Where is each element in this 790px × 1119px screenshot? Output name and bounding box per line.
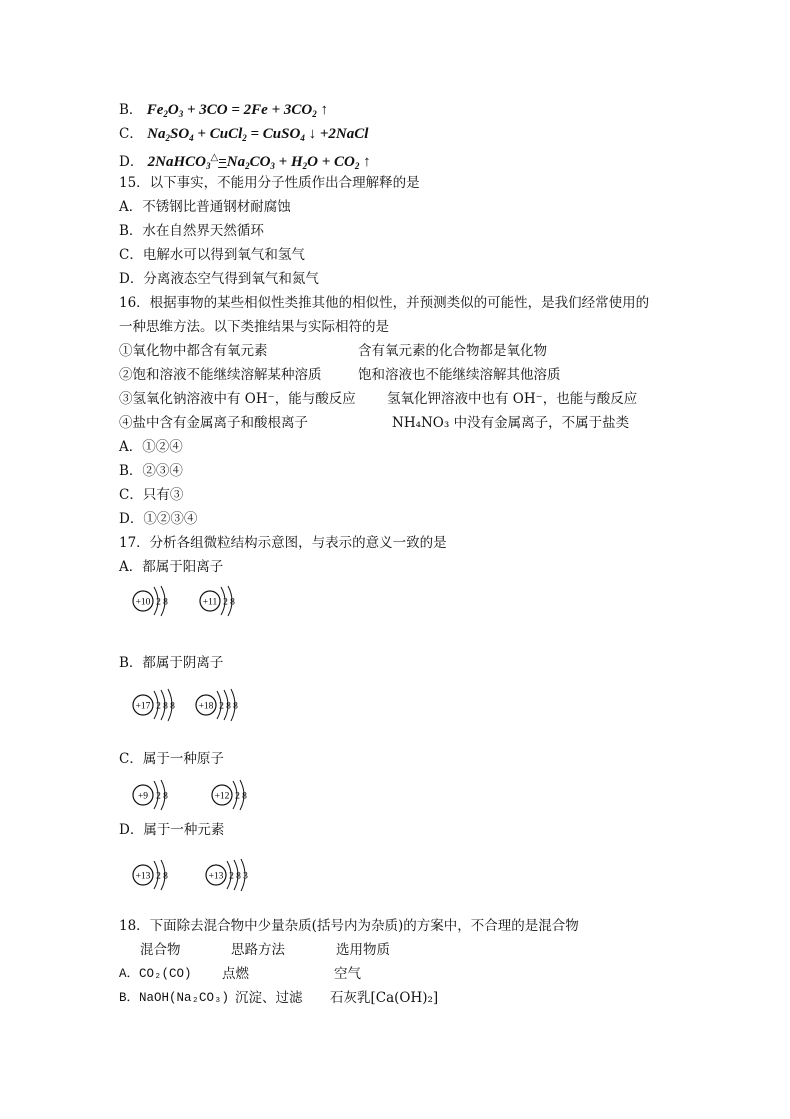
q16-item-4-right: NH₄NO₃ 中没有金属离子，不属于盐类 [392,415,630,431]
atom-diagram [212,780,247,810]
q16-option-c: C．只有③ [119,487,184,503]
electron-count: 2 [156,871,161,882]
q18-row-a-substance: 空气 [334,966,361,982]
q14-option-d [119,148,371,171]
q16-item-2-right: 饱和溶液也不能继续溶解其他溶质 [358,367,561,383]
q17-option-a-label: A．都属于阳离子 [119,559,224,575]
nucleus-charge: +17 [135,701,151,712]
q15-option-c: C．电解水可以得到氧气和氢气 [119,247,305,263]
q14-option-c [119,124,368,144]
q16-stem-line1: 16．根据事物的某些相似性类推其他的相似性，并预测类似的可能性，是我们经常使用的 [119,295,650,311]
nucleus-charge: +10 [135,597,151,608]
electron-count: 8 [163,791,168,802]
atom-structure-diagram [119,686,279,724]
electron-count: 2 [223,597,228,608]
q18-row-b-method: 沉淀、过滤 [235,990,303,1006]
electron-count: 8 [233,701,238,712]
q18-stem: 18．下面除去混合物中少量杂质(括号内为杂质)的方案中，不合理的是混合物 [119,918,579,934]
q16-item-1-right: 含有氧元素的化合物都是氧化物 [358,343,547,359]
option-label: B． [119,102,143,118]
electron-count: 2 [219,701,224,712]
item-left: ②饱和溶液不能继续溶解某种溶质 [119,367,322,383]
q16-stem-line2: 一种思维方法。以下类推结果与实际相符的是 [119,319,389,335]
q17-option-a-diagram [119,583,279,623]
q16-item-4 [119,413,308,433]
atom-structure-diagram [119,776,279,814]
q17-option-b-diagram [119,686,279,728]
q18-row-a-mixture: A．CO₂(CO) [119,967,192,981]
q18-header-method: 思路方法 [231,942,285,958]
electron-count: 2 [156,791,161,802]
electron-count: 2 [235,791,240,802]
electron-count: 2 [156,597,161,608]
option-label: C． [119,126,143,142]
q14-option-b [119,100,328,120]
atom-diagram [133,860,168,890]
q17-option-c-diagram [119,776,279,818]
q15-option-a: A．不锈钢比普通钢材耐腐蚀 [119,199,291,215]
electron-count: 2 [156,701,161,712]
q16-item-1 [119,341,268,361]
electron-count: 8 [163,871,168,882]
q16-option-d: D．①②③④ [119,511,198,527]
item-left: ③氢氧化钠溶液中有 OH⁻，能与酸反应 [119,391,356,407]
q15-option-b: B．水在自然界天然循环 [119,223,264,239]
q18-header-mixture: 混合物 [140,942,181,958]
option-label: D． [119,154,144,170]
q16-item-3-right: 氢氧化钾溶液中也有 OH⁻，也能与酸反应 [387,391,638,407]
q15-stem: 15．以下事实，不能用分子性质作出合理解释的是 [119,175,420,191]
equation-b: $Fe_2O_3 + 3CO = 2Fe + 3CO_2$ ↑ [146,102,328,119]
nucleus-charge: +12 [214,791,230,802]
electron-count: 8 [163,597,168,608]
atom-diagram [133,780,168,810]
nucleus-charge: +9 [137,791,149,802]
q15-option-d: D．分离液态空气得到氧气和氮气 [119,271,319,287]
q16-item-2 [119,365,322,385]
q17-option-d-label: D．属于一种元素 [119,822,225,838]
nucleus-charge: +13 [135,871,151,882]
electron-count: 8 [230,597,235,608]
electron-count: 8 [226,701,231,712]
atom-structure-diagram [119,853,279,897]
q18-header-substance: 选用物质 [336,942,390,958]
atom-diagram [200,586,235,616]
atom-diagram [133,689,175,721]
q17-stem: 17．分析各组微粒结构示意图，与表示的意义一致的是 [119,535,447,551]
nucleus-charge: +11 [202,597,218,608]
q18-row-b-mixture: B．NaOH(Na₂CO₃) [119,991,230,1005]
equation-d: $2NaHCO_3^\triangle=Na_2CO_3 + H_2O + CO_2$ ↑ [147,152,371,171]
atom-structure-diagram [119,583,279,619]
electron-count: 8 [170,701,175,712]
q18-row-a-method: 点燃 [222,966,249,982]
q17-option-d-diagram [119,853,279,901]
q18-row-b-substance: 石灰乳[Ca(OH)₂] [330,990,439,1006]
item-left: ④盐中含有金属离子和酸根离子 [119,415,308,431]
atom-diagram [206,859,248,891]
q16-item-3 [119,389,356,409]
nucleus-charge: +18 [198,701,214,712]
q16-option-a: A．①②④ [119,439,183,455]
atom-diagram [196,689,238,721]
item-left: ①氧化物中都含有氧元素 [119,343,268,359]
atom-diagram [133,586,168,616]
q17-option-c-label: C．属于一种原子 [119,751,224,767]
electron-count: 8 [242,791,247,802]
electron-count: 8 [163,701,168,712]
equation-c: $Na_2SO_4$ + CuCl$_2$ = CuSO$_4$ ↓ +2NaCl [147,126,369,143]
q16-option-b: B．②③④ [119,463,183,479]
electron-count: 3 [243,871,248,882]
electron-count: 8 [236,871,241,882]
q17-option-b-label: B．都属于阴离子 [119,655,224,671]
nucleus-charge: +13 [208,871,224,882]
electron-count: 2 [229,871,234,882]
